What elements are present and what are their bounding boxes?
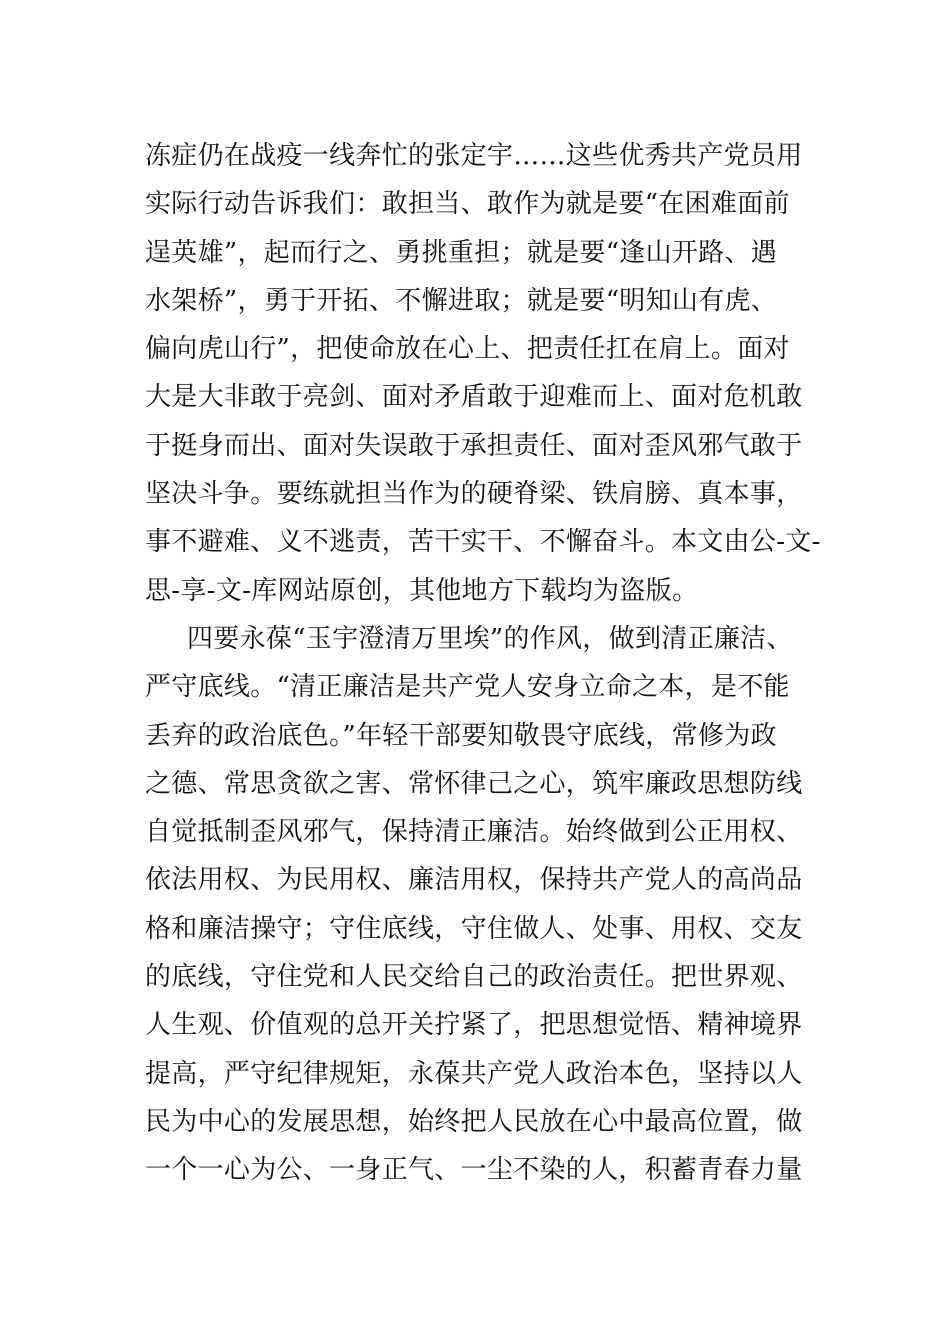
text-line: 冻症仍在战疫一线奔忙的张定宇……这些优秀共产党员用: [145, 141, 803, 171]
text-line: 格和廉洁操守；守住底线，守住做人、处事、用权、交友: [145, 913, 803, 944]
text-line: 自觉抵制歪风邪气，保持清正廉洁。始终做到公正用权、: [145, 817, 803, 848]
text-line: 一个一心为公、一身正气、一尘不染的人，积蓄青春力量: [145, 1155, 803, 1186]
text-line: 于挺身而出、面对失误敢于承担责任、面对歪风邪气敢于: [145, 430, 803, 461]
text-line: 思-享-文-库网站原创，其他地方下载均为盗版。: [145, 575, 699, 606]
text-line: 的底线，守住党和人民交给自己的政治责任。把世界观、: [145, 962, 803, 993]
text-line: 丢弃的政治底色。”年轻干部要知敬畏守底线，常修为政: [145, 720, 777, 751]
text-line: 事不避难、义不逃责，苦干实干、不懈奋斗。本文由公-文-: [145, 527, 821, 558]
text-line: 人生观、价值观的总开关拧紧了，把思想觉悟、精神境界: [145, 1010, 803, 1041]
paragraph-start-line: 四要永葆“玉宇澄清万里埃”的作风，做到清正廉洁、: [187, 623, 793, 654]
text-line: 大是大非敢于亮剑、面对矛盾敢于迎难而上、面对危机敢: [145, 382, 803, 413]
text-line: 水架桥”，勇于开拓、不懈进取；就是要“明知山有虎、: [145, 285, 778, 316]
text-line: 严守底线。“清正廉洁是共产党人安身立命之本，是不能: [145, 672, 790, 703]
body-text: [145, 132, 821, 1195]
text-line: 实际行动告诉我们：敢担当、敢作为就是要“在困难面前: [145, 189, 790, 220]
text-line: 提高，严守纪律规矩，永葆共产党人政治本色，坚持以人: [145, 1058, 803, 1089]
text-line: 坚决斗争。要练就担当作为的硬脊梁、铁肩膀、真本事，: [145, 479, 803, 510]
text-line: 之德、常思贪欲之害、常怀律己之心，筑牢廉政思想防线: [145, 768, 803, 799]
text-line: 偏向虎山行”，把使命放在心上、把责任扛在肩上。面对: [145, 334, 790, 365]
text-line: 民为中心的发展思想，始终把人民放在心中最高位置，做: [145, 1106, 803, 1137]
text-line: 依法用权、为民用权、廉洁用权，保持共产党人的高尚品: [145, 865, 803, 896]
text-line: 逞英雄”，起而行之、勇挑重担；就是要“逢山开路、遇: [145, 237, 778, 268]
